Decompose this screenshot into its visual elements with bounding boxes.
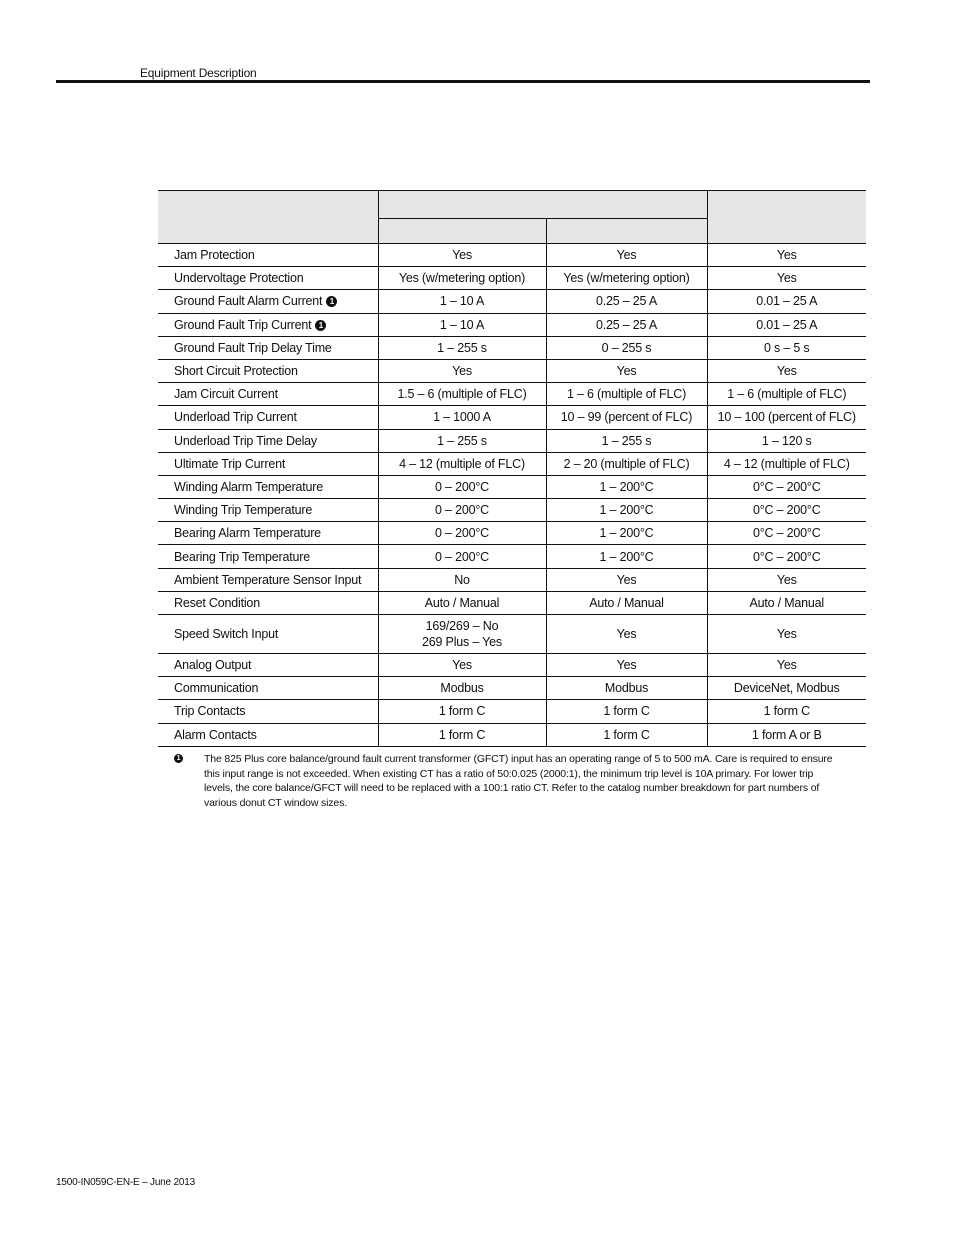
row-label-text: Jam Protection: [174, 248, 255, 263]
row-value: Yes: [707, 654, 866, 677]
table-body: [158, 244, 866, 747]
table-row: [158, 615, 866, 654]
table-row: [158, 244, 866, 267]
row-value: Yes: [707, 244, 866, 267]
table-row: [158, 591, 866, 614]
row-label: [158, 359, 378, 382]
row-label: [158, 290, 378, 313]
row-value: Yes: [707, 615, 866, 654]
header-cell-group: [378, 191, 707, 219]
row-label-text: Jam Circuit Current: [174, 387, 278, 402]
table-row: [158, 313, 866, 336]
row-label: [158, 654, 378, 677]
row-label: [158, 429, 378, 452]
row-label: [158, 522, 378, 545]
row-value: 1 – 200°C: [546, 522, 707, 545]
row-label-text: Communication: [174, 681, 259, 696]
table-row: [158, 654, 866, 677]
row-label-text: Winding Alarm Temperature: [174, 479, 324, 494]
row-label: [158, 545, 378, 568]
row-label-text: Trip Contacts: [174, 704, 246, 719]
row-label-text: Undervoltage Protection: [174, 271, 304, 286]
row-value-line: 269 Plus – Yes: [422, 635, 502, 649]
row-label: [158, 723, 378, 746]
protection-spec-table: [158, 190, 866, 747]
row-label-text: Bearing Trip Temperature: [174, 549, 311, 564]
footnote-text: The 825 Plus core balance/ground fault current transformer (GFCT) input has an operating range of 5 to 500 mA. Care is required to ensure this input range is not exceeded. When existing CT has a ratio of 50:0.025 (2000:1), the minimum trip level is 10A primary. For lower trip levels, the core balance/GFCT will need to be replaced with a 100:1 ratio CT. Refer to the catalog number breakdown for part numbers of various donut CT window sizes.: [204, 753, 833, 810]
table-row: [158, 383, 866, 406]
row-label: [158, 383, 378, 406]
table-row: [158, 475, 866, 498]
row-label-text: Ground Fault Trip Delay Time: [174, 340, 332, 355]
row-label: [158, 700, 378, 723]
row-value: No: [378, 568, 546, 591]
row-value: 0.25 – 25 A: [546, 313, 707, 336]
row-label-text: Alarm Contacts: [174, 727, 257, 742]
row-label: [158, 406, 378, 429]
row-value: Auto / Manual: [707, 591, 866, 614]
row-label: [158, 568, 378, 591]
row-value: 1 – 255 s: [546, 429, 707, 452]
row-value: 1 – 200°C: [546, 499, 707, 522]
row-label: [158, 591, 378, 614]
row-value-line: 169/269 – No: [425, 619, 499, 633]
header-cell-feature: [158, 191, 378, 244]
row-label-text: Underload Trip Current: [174, 410, 297, 425]
row-label: [158, 313, 378, 336]
row-value: Yes: [378, 244, 546, 267]
row-value: Yes: [707, 568, 866, 591]
row-label: [158, 677, 378, 700]
row-value: Yes: [546, 568, 707, 591]
running-head: Equipment Description: [140, 66, 257, 80]
row-value: Yes: [707, 267, 866, 290]
row-value: Yes (w/metering option): [546, 267, 707, 290]
table-row: [158, 677, 866, 700]
table-row: [158, 522, 866, 545]
table-row: [158, 359, 866, 382]
row-value: 0°C – 200°C: [707, 475, 866, 498]
row-value: 0 – 200°C: [378, 499, 546, 522]
row-value: Yes: [546, 359, 707, 382]
row-value: 1 – 10 A: [378, 313, 546, 336]
row-label-text: Short Circuit Protection: [174, 364, 298, 379]
row-label-text: Ambient Temperature Sensor Input: [174, 572, 362, 587]
row-value: 1 form C: [546, 723, 707, 746]
row-value: 1 form C: [378, 700, 546, 723]
table-row: [158, 429, 866, 452]
row-label-text: Speed Switch Input: [174, 627, 279, 641]
row-value: 1.5 – 6 (multiple of FLC): [378, 383, 546, 406]
header-cell-col2: [546, 219, 707, 244]
row-label: [158, 475, 378, 498]
row-label: [158, 244, 378, 267]
row-value: 0 – 255 s: [546, 336, 707, 359]
row-value: 0.25 – 25 A: [546, 290, 707, 313]
footnote: [174, 752, 844, 811]
row-label-text: Analog Output: [174, 658, 252, 673]
row-label-text: Reset Condition: [174, 595, 260, 610]
row-value: Yes: [378, 654, 546, 677]
row-value: Yes: [546, 244, 707, 267]
row-value: DeviceNet, Modbus: [707, 677, 866, 700]
row-value: Yes: [546, 615, 707, 654]
row-value: 0°C – 200°C: [707, 499, 866, 522]
row-value: 1 form C: [707, 700, 866, 723]
table-header: [158, 191, 866, 244]
row-value: 10 – 100 (percent of FLC): [707, 406, 866, 429]
row-value: 0.01 – 25 A: [707, 313, 866, 336]
row-value: 1 form A or B: [707, 723, 866, 746]
row-value: 1 form C: [546, 700, 707, 723]
row-value: 1 – 255 s: [378, 336, 546, 359]
table-row: [158, 545, 866, 568]
table-row: [158, 499, 866, 522]
row-value: 1 – 200°C: [546, 475, 707, 498]
header-rule: [56, 80, 870, 83]
header-cell-col1: [378, 219, 546, 244]
row-value: Modbus: [546, 677, 707, 700]
row-label-text: Ground Fault Trip Current: [174, 317, 312, 332]
row-value: 1 – 255 s: [378, 429, 546, 452]
row-value: Modbus: [378, 677, 546, 700]
footnote-ref-icon: 1: [326, 296, 337, 307]
row-value: 1 – 6 (multiple of FLC): [707, 383, 866, 406]
row-value: 1 – 200°C: [546, 545, 707, 568]
row-label-text: Ultimate Trip Current: [174, 456, 286, 471]
row-label-text: Ground Fault Alarm Current: [174, 294, 323, 309]
row-value: Auto / Manual: [546, 591, 707, 614]
footnote-ref-icon: 1: [315, 320, 326, 331]
row-value: 0°C – 200°C: [707, 522, 866, 545]
row-value: Yes: [546, 654, 707, 677]
row-value: Auto / Manual: [378, 591, 546, 614]
row-value: Yes: [707, 359, 866, 382]
table-row: [158, 723, 866, 746]
row-value: 0 – 200°C: [378, 522, 546, 545]
row-value: 0 – 200°C: [378, 475, 546, 498]
table-row: [158, 700, 866, 723]
row-value: 0.01 – 25 A: [707, 290, 866, 313]
row-label: [158, 499, 378, 522]
header-cell-col3: [707, 191, 866, 244]
table-row: [158, 406, 866, 429]
row-value: 1 form C: [378, 723, 546, 746]
row-value: 1 – 6 (multiple of FLC): [546, 383, 707, 406]
table-row: [158, 267, 866, 290]
row-label: [158, 267, 378, 290]
row-value: Yes (w/metering option): [378, 267, 546, 290]
row-label: [158, 615, 378, 654]
table-row: [158, 452, 866, 475]
row-value: 1 – 120 s: [707, 429, 866, 452]
row-value: Yes: [378, 359, 546, 382]
row-value: [378, 615, 546, 654]
row-label-text: Bearing Alarm Temperature: [174, 526, 321, 541]
row-value: 10 – 99 (percent of FLC): [546, 406, 707, 429]
row-value: 1 – 10 A: [378, 290, 546, 313]
footnote-marker-icon: 1: [174, 754, 183, 763]
row-value: 2 – 20 (multiple of FLC): [546, 452, 707, 475]
page-footer: 1500-IN059C-EN-E – June 2013: [56, 1177, 195, 1188]
table-row: [158, 568, 866, 591]
table-row: [158, 336, 866, 359]
row-value: 0 s – 5 s: [707, 336, 866, 359]
row-value: 0°C – 200°C: [707, 545, 866, 568]
row-label-text: Winding Trip Temperature: [174, 503, 313, 518]
row-label-text: Underload Trip Time Delay: [174, 433, 317, 448]
row-value: 0 – 200°C: [378, 545, 546, 568]
table-row: [158, 290, 866, 313]
row-value: 1 – 1000 A: [378, 406, 546, 429]
row-value: 4 – 12 (multiple of FLC): [707, 452, 866, 475]
row-label: [158, 452, 378, 475]
row-label: [158, 336, 378, 359]
row-value: 4 – 12 (multiple of FLC): [378, 452, 546, 475]
